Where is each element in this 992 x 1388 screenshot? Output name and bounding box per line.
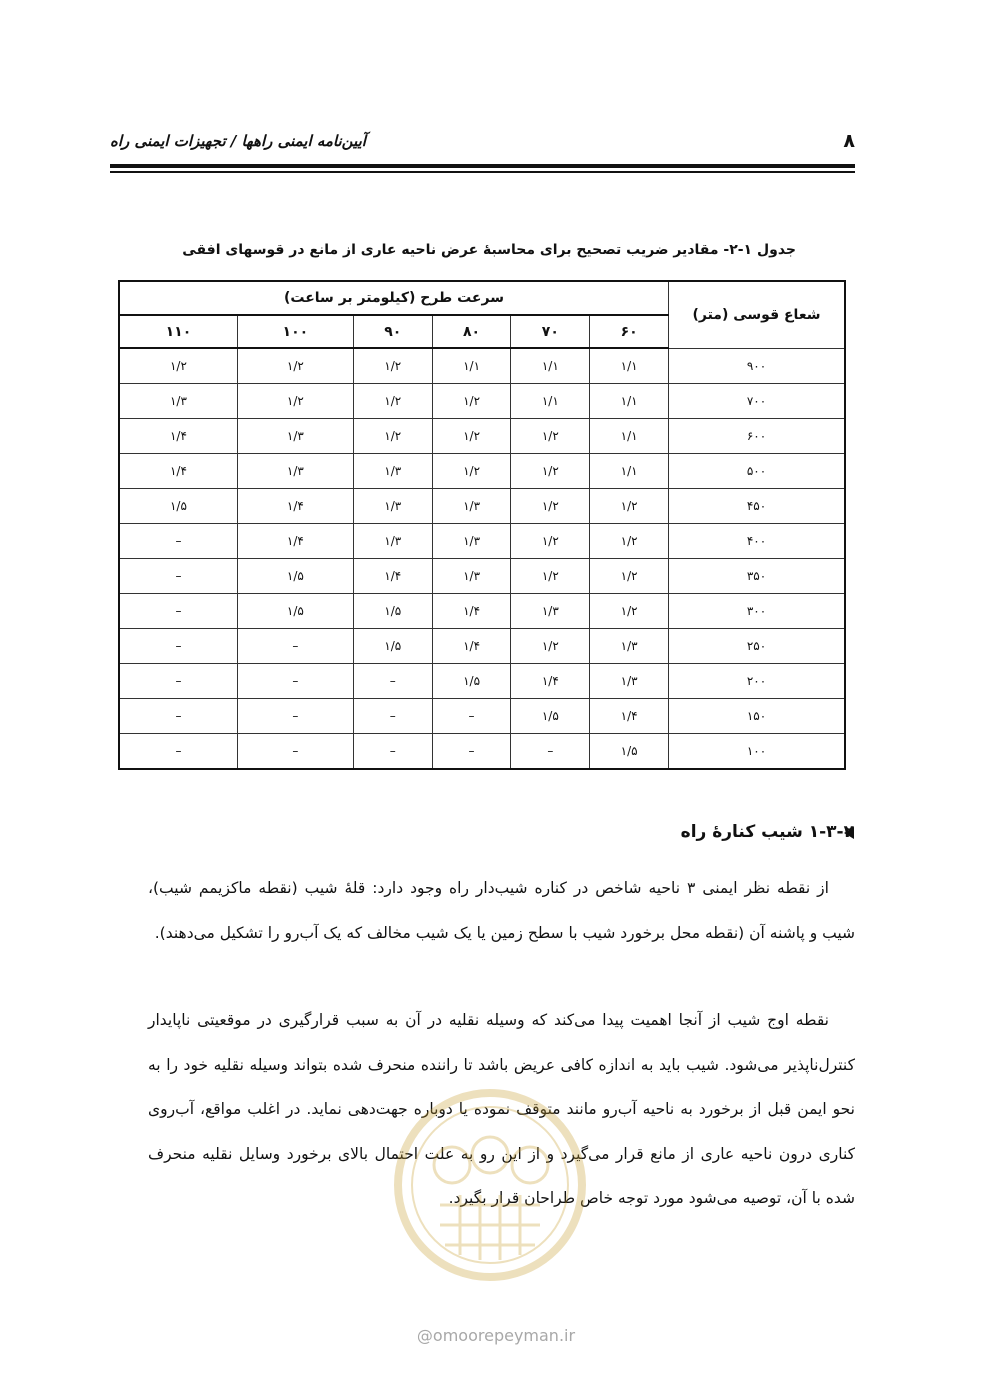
factor-cell: ۱/۲ (432, 419, 511, 454)
factor-cell: ۱/۵ (237, 559, 353, 594)
section-heading: ۱-۳-۲ شیب کنارهٔ راه (680, 822, 854, 842)
factor-cell: ۱/۲ (511, 454, 590, 489)
table-caption: جدول ۱-۲- مقادیر ضریب تصحیح برای محاسبهٔ عرض ناحیه عاری از مانع در قوسهای افقی (182, 242, 796, 258)
page-header (110, 128, 855, 156)
factor-cell: ۱/۲ (237, 384, 353, 419)
speed-group-header: سرعت طرح (کیلومتر بر ساعت) (119, 281, 669, 315)
factor-cell: ۱/۱ (590, 348, 669, 384)
factor-cell: – (119, 629, 237, 664)
factor-cell: ۱/۳ (353, 489, 432, 524)
factor-cell: – (432, 699, 511, 734)
radius-cell: ۹۰۰ (669, 348, 846, 384)
factor-cell: ۱/۲ (353, 384, 432, 419)
factor-cell: ۱/۳ (432, 524, 511, 559)
factor-cell: – (237, 664, 353, 699)
factor-cell: ۱/۱ (511, 348, 590, 384)
watermark-url (0, 1326, 992, 1345)
factor-cell: ۱/۳ (432, 489, 511, 524)
table-row (119, 524, 845, 559)
factor-cell: ۱/۲ (119, 348, 237, 384)
factor-cell: ۱/۵ (353, 594, 432, 629)
table-header-row (119, 281, 845, 315)
paragraph-1 (148, 866, 855, 955)
factor-cell: ۱/۲ (432, 384, 511, 419)
speed-header-cell: ۱۱۰ (119, 315, 237, 348)
paragraph-text: نقطه اوج شیب از آنجا اهمیت پیدا می‌کند که وسیله نقلیه در آن به سبب قرارگیری در موقعیتی ناپایدار کنترل‌ناپذیر می‌شود. شیب باید به اندازه کافی عریض باشد تا راننده منحرف شده بتواند وسیله نقلیه خود را به نحو ایمن قبل از برخورد به ناحیه آب‌رو مانند متوقف نموده یا دوباره جهت‌دهی نماید. در اغلب مواقع، آب‌روی کناری درون ناحیه عاری از مانع قرار می‌گیرد و از این رو به علت احتمال بالای برخورد وسایل نقلیه منحرف شده با آن، توصیه می‌شود مورد توجه خاص طراحان قرار بگیرد. (148, 1011, 855, 1207)
table-row (119, 664, 845, 699)
factor-cell: ۱/۲ (590, 594, 669, 629)
header-rule-thin (110, 171, 855, 173)
radius-cell: ۵۰۰ (669, 454, 846, 489)
factor-cell: ۱/۴ (237, 489, 353, 524)
factor-cell: ۱/۲ (432, 454, 511, 489)
factor-cell: ۱/۴ (119, 419, 237, 454)
table-row (119, 594, 845, 629)
factor-cell: ۱/۲ (511, 629, 590, 664)
speed-header-cell: ۸۰ (432, 315, 511, 348)
factor-cell: ۱/۲ (237, 348, 353, 384)
running-title: آیین‌نامه ایمنی راهها / تجهیزات ایمنی راه (110, 132, 366, 150)
table-body (119, 348, 845, 769)
factor-cell: – (119, 734, 237, 770)
factor-cell: ۱/۵ (237, 594, 353, 629)
factor-cell: ۱/۳ (237, 454, 353, 489)
factor-cell: – (119, 594, 237, 629)
radius-cell: ۴۰۰ (669, 524, 846, 559)
at-sign-icon: @ (416, 1326, 433, 1345)
watermark-seal (390, 1085, 590, 1285)
factor-cell: ۱/۲ (511, 524, 590, 559)
factor-cell: ۱/۳ (432, 559, 511, 594)
factor-cell: ۱/۳ (237, 419, 353, 454)
radius-cell: ۲۵۰ (669, 629, 846, 664)
factor-cell: – (237, 734, 353, 770)
factor-cell: ۱/۳ (590, 629, 669, 664)
radius-cell: ۲۰۰ (669, 664, 846, 699)
table-row (119, 384, 845, 419)
watermark-url-text: omoorepeyman.ir (432, 1326, 576, 1345)
factor-cell: ۱/۴ (119, 454, 237, 489)
factor-cell: ۱/۵ (511, 699, 590, 734)
factor-cell: ۱/۲ (511, 559, 590, 594)
factor-cell: ۱/۱ (590, 454, 669, 489)
factor-cell: ۱/۲ (511, 419, 590, 454)
speed-header-cell: ۱۰۰ (237, 315, 353, 348)
page-number: ۸ (843, 130, 855, 152)
factor-cell: ۱/۳ (353, 454, 432, 489)
factor-cell: ۱/۴ (353, 559, 432, 594)
factor-cell: – (432, 734, 511, 770)
factor-cell: ۱/۳ (590, 664, 669, 699)
speed-header-cell: ۷۰ (511, 315, 590, 348)
factor-cell: ۱/۲ (511, 489, 590, 524)
factor-cell: – (511, 734, 590, 770)
factor-cell: ۱/۳ (353, 524, 432, 559)
header-rule-thick (110, 164, 855, 168)
table-row (119, 419, 845, 454)
factor-cell: – (237, 629, 353, 664)
table-row (119, 629, 845, 664)
table-row (119, 489, 845, 524)
factor-cell: – (353, 699, 432, 734)
factor-cell: ۱/۲ (590, 524, 669, 559)
factor-cell: – (353, 734, 432, 770)
factor-cell: ۱/۴ (237, 524, 353, 559)
factor-cell: ۱/۱ (432, 348, 511, 384)
factor-cell: ۱/۴ (511, 664, 590, 699)
factor-cell: ۱/۵ (119, 489, 237, 524)
factor-cell: ۱/۱ (590, 419, 669, 454)
factor-cell: – (119, 664, 237, 699)
speed-header-cell: ۶۰ (590, 315, 669, 348)
speed-header-cell: ۹۰ (353, 315, 432, 348)
factor-cell: ۱/۴ (432, 629, 511, 664)
factor-cell: – (353, 664, 432, 699)
table-row (119, 734, 845, 770)
paragraph-text: از نقطه نظر ایمنی ۳ ناحیه شاخص در کناره شیب‌دار راه وجود دارد: قلهٔ شیب (نقطه ماکزیمم شیب)، شیب و پاشنه آن (نقطه محل برخورد شیب با سطح زمین یا یک شیب مخالف که یک آب‌رو را تشکیل می‌دهند). (148, 879, 855, 942)
factor-cell: ۱/۵ (432, 664, 511, 699)
factor-cell: ۱/۲ (353, 419, 432, 454)
factor-cell: – (119, 524, 237, 559)
radius-cell: ۷۰۰ (669, 384, 846, 419)
factor-cell: ۱/۳ (119, 384, 237, 419)
radius-cell: ۱۰۰ (669, 734, 846, 770)
factor-cell: ۱/۵ (353, 629, 432, 664)
table-row (119, 699, 845, 734)
radius-column-header: شعاع قوسی (متر) (669, 281, 846, 348)
table-row (119, 348, 845, 384)
correction-factor-table (118, 280, 846, 770)
radius-cell: ۳۵۰ (669, 559, 846, 594)
factor-cell: ۱/۱ (511, 384, 590, 419)
factor-cell: ۱/۱ (590, 384, 669, 419)
factor-cell: ۱/۲ (353, 348, 432, 384)
factor-cell: ۱/۵ (590, 734, 669, 770)
factor-cell: ۱/۴ (590, 699, 669, 734)
radius-cell: ۴۵۰ (669, 489, 846, 524)
table-row (119, 454, 845, 489)
radius-cell: ۳۰۰ (669, 594, 846, 629)
factor-cell: ۱/۲ (590, 559, 669, 594)
factor-cell: ۱/۳ (511, 594, 590, 629)
factor-cell: – (119, 699, 237, 734)
factor-cell: – (237, 699, 353, 734)
factor-cell: ۱/۲ (590, 489, 669, 524)
radius-cell: ۱۵۰ (669, 699, 846, 734)
factor-cell: ۱/۴ (432, 594, 511, 629)
factor-cell: – (119, 559, 237, 594)
radius-cell: ۶۰۰ (669, 419, 846, 454)
table-row (119, 559, 845, 594)
